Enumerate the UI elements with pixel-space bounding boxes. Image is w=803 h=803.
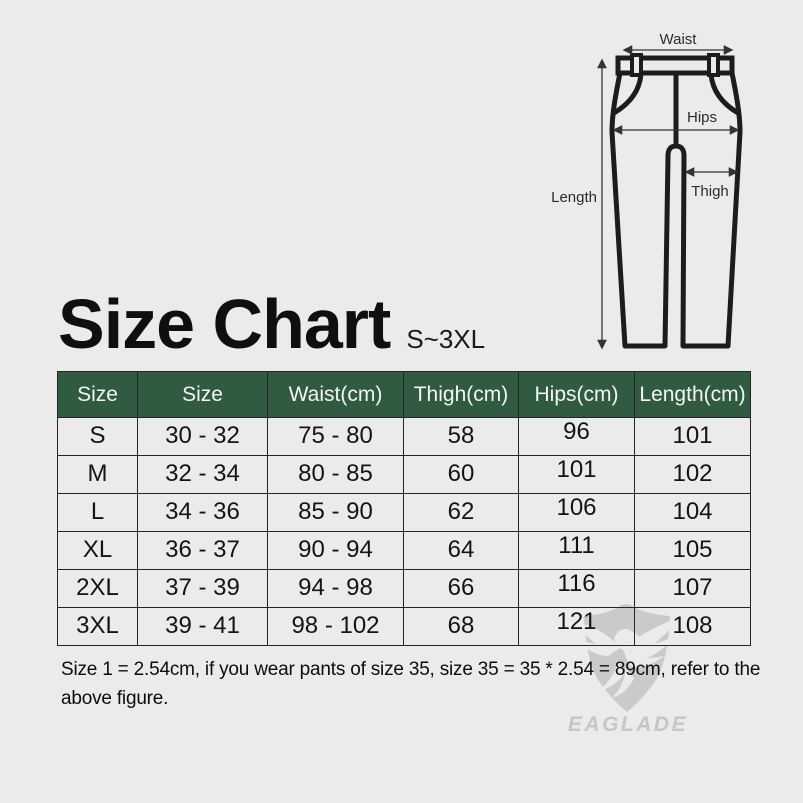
table-cell: 85 - 90	[268, 494, 404, 532]
table-row	[58, 570, 751, 608]
table-cell: 111	[519, 532, 635, 570]
table-row	[58, 532, 751, 570]
table-cell: L	[58, 494, 138, 532]
column-header: Hips(cm)	[519, 372, 635, 418]
table-cell: 62	[404, 494, 519, 532]
size-table	[57, 371, 751, 646]
footer-note	[61, 656, 766, 713]
size-table-body	[58, 418, 751, 646]
table-cell: 2XL	[58, 570, 138, 608]
table-cell: 80 - 85	[268, 456, 404, 494]
table-cell: 90 - 94	[268, 532, 404, 570]
table-cell: 34 - 36	[138, 494, 268, 532]
waist-label: Waist	[659, 31, 697, 48]
belt-loop-left	[632, 55, 641, 75]
table-cell: 36 - 37	[138, 532, 268, 570]
table-cell: 60	[404, 456, 519, 494]
table-cell: S	[58, 418, 138, 456]
table-cell: 105	[635, 532, 751, 570]
table-cell: 66	[404, 570, 519, 608]
table-cell: 96	[519, 418, 635, 456]
table-cell: 101	[519, 456, 635, 494]
table-cell: 107	[635, 570, 751, 608]
table-cell: XL	[58, 532, 138, 570]
table-row	[58, 608, 751, 646]
footer-note-line1: Size 1 = 2.54cm, if you wear pants of size 35, size 35 = 35 * 2.54 = 89cm, refer to the	[61, 659, 761, 680]
table-row	[58, 494, 751, 532]
table-cell: M	[58, 456, 138, 494]
table-cell: 108	[635, 608, 751, 646]
table-row	[58, 456, 751, 494]
table-cell: 68	[404, 608, 519, 646]
table-cell: 37 - 39	[138, 570, 268, 608]
footer-note-line2: above figure.	[61, 687, 169, 709]
table-cell: 94 - 98	[268, 570, 404, 608]
length-label: Length	[551, 189, 597, 206]
table-cell: 121	[519, 608, 635, 646]
table-cell: 32 - 34	[138, 456, 268, 494]
column-header: Thigh(cm)	[404, 372, 519, 418]
size-table-header-row	[58, 372, 751, 418]
hips-label: Hips	[686, 109, 718, 126]
page-title: Size Chart	[58, 285, 391, 363]
table-cell: 3XL	[58, 608, 138, 646]
column-header: Waist(cm)	[268, 372, 404, 418]
table-row	[58, 418, 751, 456]
title-row	[58, 285, 486, 363]
table-cell: 75 - 80	[268, 418, 404, 456]
table-cell: 30 - 32	[138, 418, 268, 456]
belt-loop-right	[709, 55, 718, 75]
table-cell: 58	[404, 418, 519, 456]
table-cell: 102	[635, 456, 751, 494]
table-cell: 39 - 41	[138, 608, 268, 646]
brand-name: EAGLADE	[567, 713, 689, 736]
table-cell: 101	[635, 418, 751, 456]
thigh-label: Thigh	[691, 183, 729, 200]
table-cell: 116	[519, 570, 635, 608]
table-cell: 64	[404, 532, 519, 570]
table-cell: 98 - 102	[268, 608, 404, 646]
column-header: Size	[58, 372, 138, 418]
column-header: Size	[138, 372, 268, 418]
table-cell: 104	[635, 494, 751, 532]
column-header: Length(cm)	[635, 372, 751, 418]
pants-measurement-diagram	[550, 20, 765, 370]
title-size-range: S~3XL	[406, 324, 486, 354]
table-cell: 106	[519, 494, 635, 532]
